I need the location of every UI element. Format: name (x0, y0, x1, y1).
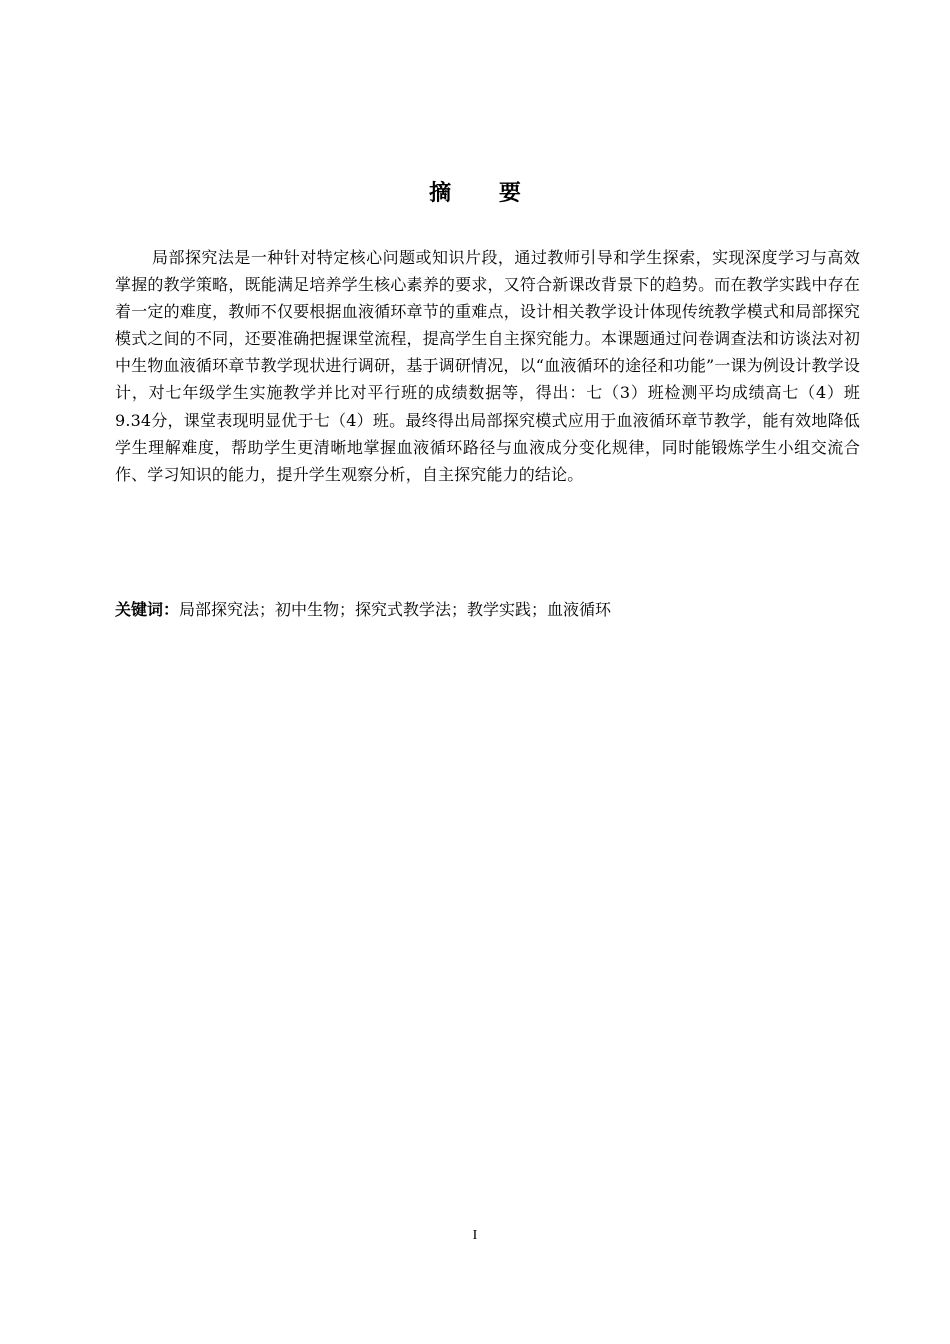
keywords-line (115, 596, 860, 623)
keywords-text: 局部探究法；初中生物；探究式教学法；教学实践；血液循环 (179, 600, 612, 619)
keywords-label: 关键词： (115, 600, 180, 619)
page-number: I (472, 1228, 478, 1243)
abstract-body: 局部探究法是一种针对特定核心问题或知识片段，通过教师引导和学生探索，实现深度学习与高效掌握的教学策略，既能满足培养学生核心素养的要求，又符合新课改背景下的趋势。而在教学实践中存在着一定的难度，教师不仅要根据血液循环章节的重难点，设计相关教学设计体现传统教学模式和局部探究模式之间的不同，还要准确把握课堂流程，提高学生自主探究能力。本课题通过问卷调查法和访谈法对初中生物血液循环章节教学现状进行调研，基于调研情况，以“血液循环的途径和功能”一课为例设计教学设计，对七年级学生实施教学并比对平行班的成绩数据等，得出：七（3）班检测平均成绩高七（4）班9.34分，课堂表现明显优于七（4）班。最终得出局部探究模式应用于血液循环章节教学，能有效地降低学生理解难度，帮助学生更清晰地掌握血液循环路径与血液成分变化规律，同时能锻炼学生小组交流合作、学习知识的能力，提升学生观察分析，自主探究能力的结论。 (115, 248, 860, 484)
abstract-title: 摘 要 (429, 181, 541, 206)
